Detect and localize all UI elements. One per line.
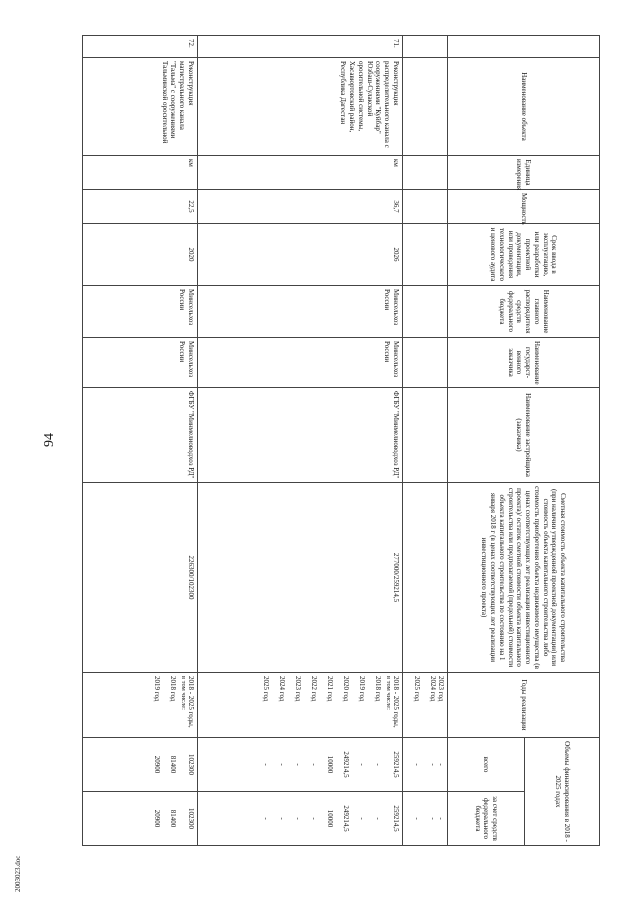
row-number: 72.	[83, 36, 198, 58]
page-number: 94	[42, 433, 57, 447]
year-line: 2018 год	[169, 676, 177, 702]
capacity: 36,7	[198, 190, 403, 224]
value-line: -	[310, 763, 318, 766]
table-header-row	[525, 36, 600, 846]
unit: км	[83, 156, 198, 190]
year-line: 2025 год	[262, 676, 270, 702]
year-line: 2020 год	[342, 676, 350, 702]
value-line: -	[413, 763, 421, 766]
value-line: -	[429, 763, 437, 766]
value-line: -	[294, 763, 302, 766]
value-line: 10000	[326, 809, 334, 828]
year-line: 2025 год	[413, 676, 421, 702]
year-line: 2018 год	[374, 676, 382, 702]
developer: ФГБУ "Минмелиоводхоз РД"	[198, 388, 403, 483]
year-line: 2021 год	[326, 676, 334, 702]
carry-federal-cell	[403, 792, 448, 846]
value-line: -	[294, 817, 302, 820]
year-line: 2023 год	[437, 676, 445, 702]
cost: 277000/259214,5	[198, 483, 403, 673]
state-customer: Минсельхоз России	[83, 338, 198, 388]
header-federal: за счет средств федерального бюджета	[448, 792, 525, 846]
total-cell	[198, 738, 403, 792]
cost: 226300/102300	[83, 483, 198, 673]
budget-manager: Минсельхоз России	[198, 286, 403, 338]
carry-years-cell	[403, 673, 448, 738]
value-line: 81400	[169, 755, 177, 774]
budget-manager: Минсельхоз России	[83, 286, 198, 338]
value-line: -	[310, 817, 318, 820]
value-line: 20900	[153, 809, 161, 828]
table-row	[83, 36, 198, 846]
footer-document-name: 2003023.doc	[14, 855, 22, 892]
value-line: 259214,5	[392, 751, 400, 778]
value-line: 102300	[187, 808, 195, 829]
value-line: -	[262, 817, 270, 820]
header-state-customer: Наименование государст-венного заказчика	[448, 338, 600, 388]
years-cell	[198, 673, 403, 738]
value-line: -	[262, 763, 270, 766]
value-line: -	[429, 817, 437, 820]
header-total: всего	[448, 738, 525, 792]
deadline: 2026	[198, 224, 403, 286]
object-name: Реконструкция магистрального канала "Тальма" с сооружениями Тальминской оросительной	[83, 58, 198, 156]
header-budget-manager: Наименование главного распорядителя средств федерального бюджета	[448, 286, 600, 338]
table-row	[198, 36, 403, 846]
year-line: в том числе:	[385, 676, 392, 710]
header-capacity: Мощность	[448, 190, 600, 224]
year-line: 2018 - 2025 годы,	[392, 676, 400, 728]
value-line: 249214,5	[342, 751, 350, 778]
year-line: 2024 год	[278, 676, 286, 702]
carry-total-cell	[403, 738, 448, 792]
year-line: в том числе:	[180, 676, 187, 710]
value-line	[382, 741, 392, 788]
unit: км	[198, 156, 403, 190]
capacity: 22,5	[83, 190, 198, 224]
value-line: -	[358, 763, 366, 766]
year-line: 2024 год	[429, 676, 437, 702]
deadline: 2020	[83, 224, 198, 286]
value-line: -	[413, 817, 421, 820]
header-developer: Наименование застройщика (заказчика)	[448, 388, 600, 483]
value-line: 20900	[153, 755, 161, 774]
value-line: -	[437, 763, 445, 766]
developer: ФГБУ "Минмелиоводхоз РД"	[83, 388, 198, 483]
header-years: Годы реализации	[448, 673, 600, 738]
federal-cell	[198, 792, 403, 846]
years-cell	[83, 673, 198, 738]
header-object-name: Наименование объекта	[448, 58, 600, 156]
header-cost: Сметная стоимость объекта капитального строительства (при наличии утвержденной проектной документации) или стоимость объекта капитального строительства либо стоимость приобретения объекта недвижимого имущества (в ценах соответствующих лет реализации инвестиционного проекта)/ остаток сметной стоимости объекта капитального строительства или предполагаемой (предельной) стоимости объекта капитального строительства по состоянию на 1 января 2018 г (в ценах соответствующих лет реализации инвестиционного проекта)	[448, 483, 600, 673]
value-line: 10000	[326, 755, 334, 774]
value-line: 249214,5	[342, 805, 350, 832]
value-line: -	[374, 817, 382, 820]
year-line: 2022 год	[310, 676, 318, 702]
value-line: -	[374, 763, 382, 766]
federal-cell	[83, 792, 198, 846]
rotated-table-sheet	[60, 35, 600, 845]
value-line: 81400	[169, 809, 177, 828]
year-line: 2019 год	[358, 676, 366, 702]
header-number	[448, 36, 600, 58]
state-customer: Минсельхоз России	[198, 338, 403, 388]
year-line: 2018 - 2025 годы,	[187, 676, 195, 728]
value-line: -	[437, 817, 445, 820]
value-line: 259214,5	[392, 805, 400, 832]
header-deadline: Срок ввода в эксплуатацию, или разработки проектной документации, или проведения технологического и ценового аудита	[448, 224, 600, 286]
value-line	[382, 795, 392, 842]
value-line: -	[278, 763, 286, 766]
header-financing: Объемы финансирования в 2018 - 2025 годах	[525, 738, 600, 846]
total-cell	[83, 738, 198, 792]
table-row-carry-over	[403, 36, 448, 846]
year-line: 2019 год	[153, 676, 161, 702]
value-line	[177, 795, 187, 842]
value-line: -	[278, 817, 286, 820]
value-line	[177, 741, 187, 788]
value-line: 102300	[187, 754, 195, 775]
year-line: 2023 год	[294, 676, 302, 702]
object-name: Реконструкция распределительного канала с сооружениями "Куйбар" Юзбаш-Сулакской оросительной системы, Хасавюртовский район, Республика Дагестан	[198, 58, 403, 156]
value-line: -	[358, 817, 366, 820]
row-number: 71.	[198, 36, 403, 58]
header-unit: Единица измерения	[448, 156, 600, 190]
investment-objects-table	[82, 35, 600, 846]
